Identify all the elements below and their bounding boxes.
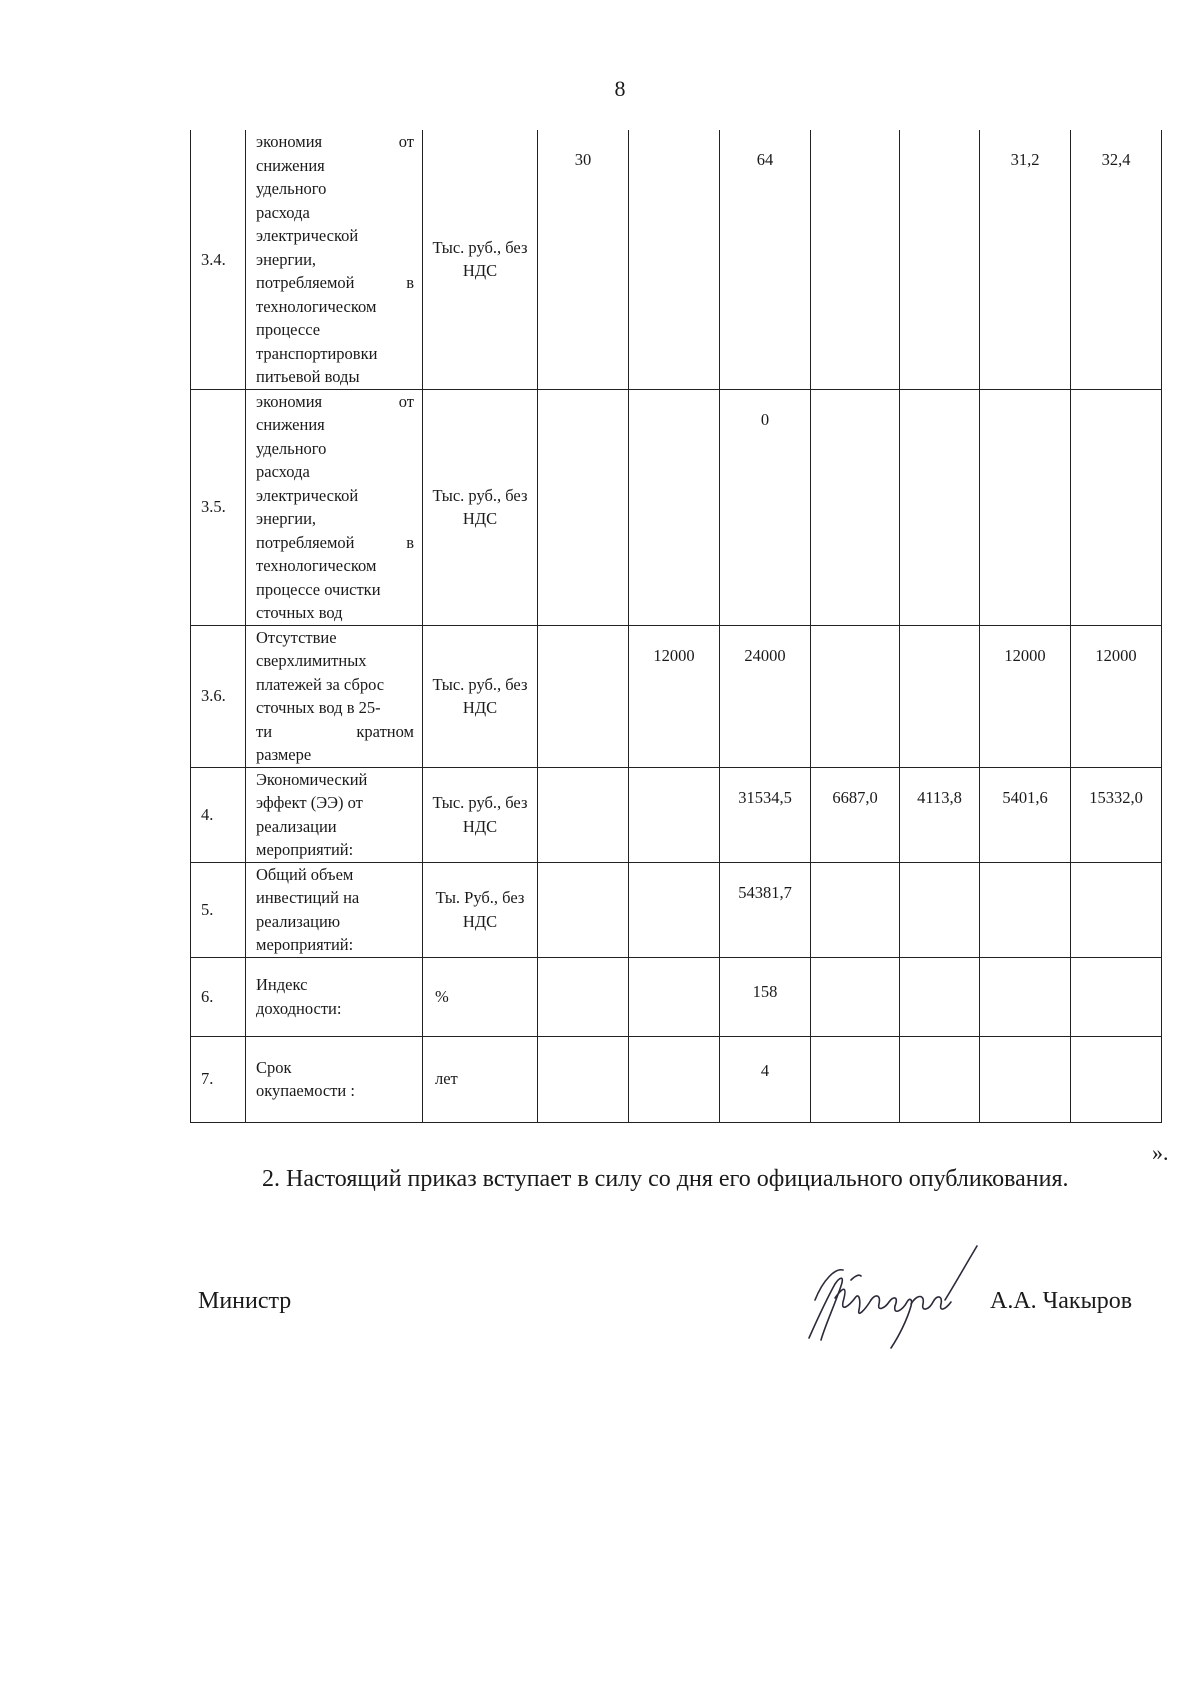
value-cell-c2 [629, 957, 720, 1036]
value-cell-c1 [538, 957, 629, 1036]
table-row [191, 389, 1162, 625]
value-text: 6687,0 [832, 787, 878, 807]
indicator-name-line: Общий объем [256, 864, 354, 884]
value-text: 0 [760, 409, 770, 429]
closing-quote: ». [1152, 1140, 1169, 1165]
value-text: 15332,0 [1089, 787, 1143, 807]
value-text: 32,4 [1101, 150, 1131, 169]
indicator-name [246, 957, 423, 1036]
indicator-name-line: сточных вод в 25- [256, 698, 381, 717]
value-cell-c1 [538, 862, 629, 957]
value-cell-c1 [538, 625, 629, 767]
value-text: 12000 [1004, 645, 1046, 665]
value-cell-c1 [538, 389, 629, 625]
indicator-name [246, 625, 423, 767]
unit-of-measure: Тыс. руб., без НДС [423, 767, 538, 862]
indicator-name-line: мероприятий: [256, 935, 354, 954]
effective-date-clause: 2. Настоящий приказ вступает в силу со дня его официального опубликования. [262, 1166, 1069, 1192]
value-text: 31,2 [1010, 150, 1040, 169]
value-cell-c5 [900, 130, 980, 389]
indicator-name-line: потребляемой в [256, 273, 414, 292]
indicator-name-line: инвестиций на [256, 888, 360, 907]
value-cell-c7 [1071, 957, 1162, 1036]
signatory-title: Министр [198, 1288, 292, 1314]
indicator-name-line: удельного [256, 179, 327, 198]
table-row [191, 767, 1162, 862]
row-number: 3.5. [191, 389, 246, 625]
value-cell-c1 [538, 1036, 629, 1122]
value-cell-c7 [1071, 389, 1162, 625]
indicator-name-line: Отсутствие [256, 627, 337, 647]
indicator-name-line: энергии, [256, 249, 317, 269]
value-cell-c5 [900, 1036, 980, 1122]
value-cell-c3 [720, 389, 811, 625]
unit-of-measure: Ты. Руб., без НДС [423, 862, 538, 957]
value-cell-c3 [720, 1036, 811, 1122]
value-text: 158 [752, 981, 778, 1001]
indicator-name-line: сверхлимитных [256, 651, 367, 670]
indicator-name-line: Индекс [256, 975, 308, 994]
indicator-name [246, 1036, 423, 1122]
indicator-name-line: процессе очистки [256, 579, 381, 599]
value-cell-c2 [629, 389, 720, 625]
indicator-name-line: сточных вод [256, 603, 343, 622]
value-cell-c4 [811, 957, 900, 1036]
value-cell-c1 [538, 767, 629, 862]
table-row [191, 1036, 1162, 1122]
value-cell-c3 [720, 625, 811, 767]
value-cell-c6 [980, 862, 1071, 957]
indicators-table [190, 130, 1162, 1123]
value-cell-c5 [900, 957, 980, 1036]
value-cell-c5 [900, 625, 980, 767]
value-text: 12000 [1095, 645, 1137, 665]
value-cell-c6 [980, 957, 1071, 1036]
value-cell-c4 [811, 625, 900, 767]
value-cell-c6 [980, 389, 1071, 625]
value-cell-c5 [900, 767, 980, 862]
indicator-name-line: расхода [256, 462, 310, 481]
indicator-name-line: удельного [256, 438, 327, 458]
indicator-name-line: снижения [256, 415, 325, 434]
indicator-name-line: потребляемой в [256, 532, 414, 552]
value-cell-c3 [720, 130, 811, 389]
indicator-name-line: реализацию [256, 911, 341, 931]
indicator-name-line: экономия от [256, 132, 414, 151]
indicator-name [246, 130, 423, 389]
indicator-name-line: расхода [256, 202, 310, 222]
value-cell-c5 [900, 862, 980, 957]
value-cell-c3 [720, 957, 811, 1036]
value-cell-c6 [980, 625, 1071, 767]
value-cell-c4 [811, 1036, 900, 1122]
signatory-name: А.А. Чакыров [990, 1288, 1133, 1314]
table-row [191, 130, 1162, 389]
table-row [191, 625, 1162, 767]
value-cell-c7 [1071, 1036, 1162, 1122]
value-cell-c1 [538, 130, 629, 389]
indicator-name-line: реализации [256, 816, 337, 836]
value-text: 4 [760, 1060, 770, 1080]
handwritten-signature [795, 1240, 995, 1350]
row-number: 3.6. [191, 625, 246, 767]
value-cell-c4 [811, 862, 900, 957]
value-cell-c4 [811, 130, 900, 389]
row-number: 4. [191, 767, 246, 862]
indicator-name-line: ти кратном [256, 721, 414, 741]
indicator-name-line: размере [256, 745, 312, 764]
indicator-name-line: снижения [256, 155, 325, 175]
value-cell-c7 [1071, 625, 1162, 767]
value-cell-c6 [980, 130, 1071, 389]
indicator-name-line: технологическом [256, 296, 377, 316]
indicator-name-line: электрической [256, 485, 359, 505]
indicator-name-line: энергии, [256, 509, 317, 528]
value-text: 24000 [744, 645, 786, 665]
value-cell-c7 [1071, 767, 1162, 862]
unit-of-measure: Тыс. руб., без НДС [423, 625, 538, 767]
value-cell-c2 [629, 862, 720, 957]
unit-of-measure: % [423, 957, 538, 1036]
value-cell-c2 [629, 130, 720, 389]
indicator-name-line: Срок [256, 1057, 292, 1077]
value-cell-c3 [720, 862, 811, 957]
table-row [191, 957, 1162, 1036]
value-text: 31534,5 [738, 787, 792, 807]
indicator-name-line: окупаемости : [256, 1081, 355, 1100]
value-text: 30 [574, 150, 592, 169]
unit-of-measure: лет [423, 1036, 538, 1122]
unit-of-measure: Тыс. руб., без НДС [423, 389, 538, 625]
indicator-name-line: Экономический [256, 769, 368, 789]
value-cell-c4 [811, 389, 900, 625]
value-cell-c6 [980, 1036, 1071, 1122]
unit-of-measure: Тыс. руб., без НДС [423, 130, 538, 389]
row-number: 7. [191, 1036, 246, 1122]
indicator-name-line: платежей за сброс [256, 674, 385, 694]
indicator-name [246, 767, 423, 862]
row-number: 5. [191, 862, 246, 957]
value-cell-c3 [720, 767, 811, 862]
indicator-name-line: мероприятий: [256, 840, 354, 859]
row-number: 6. [191, 957, 246, 1036]
row-number: 3.4. [191, 130, 246, 389]
indicator-name-line: электрической [256, 226, 359, 245]
value-cell-c6 [980, 767, 1071, 862]
indicator-name [246, 389, 423, 625]
value-text: 64 [756, 150, 774, 169]
value-cell-c7 [1071, 862, 1162, 957]
indicator-name-line: технологическом [256, 556, 377, 575]
indicator-name-line: доходности: [256, 998, 342, 1018]
indicator-name-line: питьевой воды [256, 367, 360, 386]
value-text: 5401,6 [1002, 787, 1048, 807]
indicator-name-line: экономия от [256, 391, 414, 411]
indicator-name-line: процессе [256, 320, 321, 339]
value-cell-c2 [629, 1036, 720, 1122]
value-cell-c4 [811, 767, 900, 862]
indicator-name [246, 862, 423, 957]
indicator-name-line: эффект (ЭЭ) от [256, 793, 363, 812]
value-cell-c7 [1071, 130, 1162, 389]
value-text: 4113,8 [917, 787, 962, 807]
value-cell-c2 [629, 625, 720, 767]
value-text: 54381,7 [738, 882, 792, 902]
page-number: 8 [614, 76, 626, 101]
table-row [191, 862, 1162, 957]
indicator-name-line: транспортировки [256, 343, 378, 363]
value-cell-c2 [629, 767, 720, 862]
value-text: 12000 [653, 645, 695, 665]
value-cell-c5 [900, 389, 980, 625]
